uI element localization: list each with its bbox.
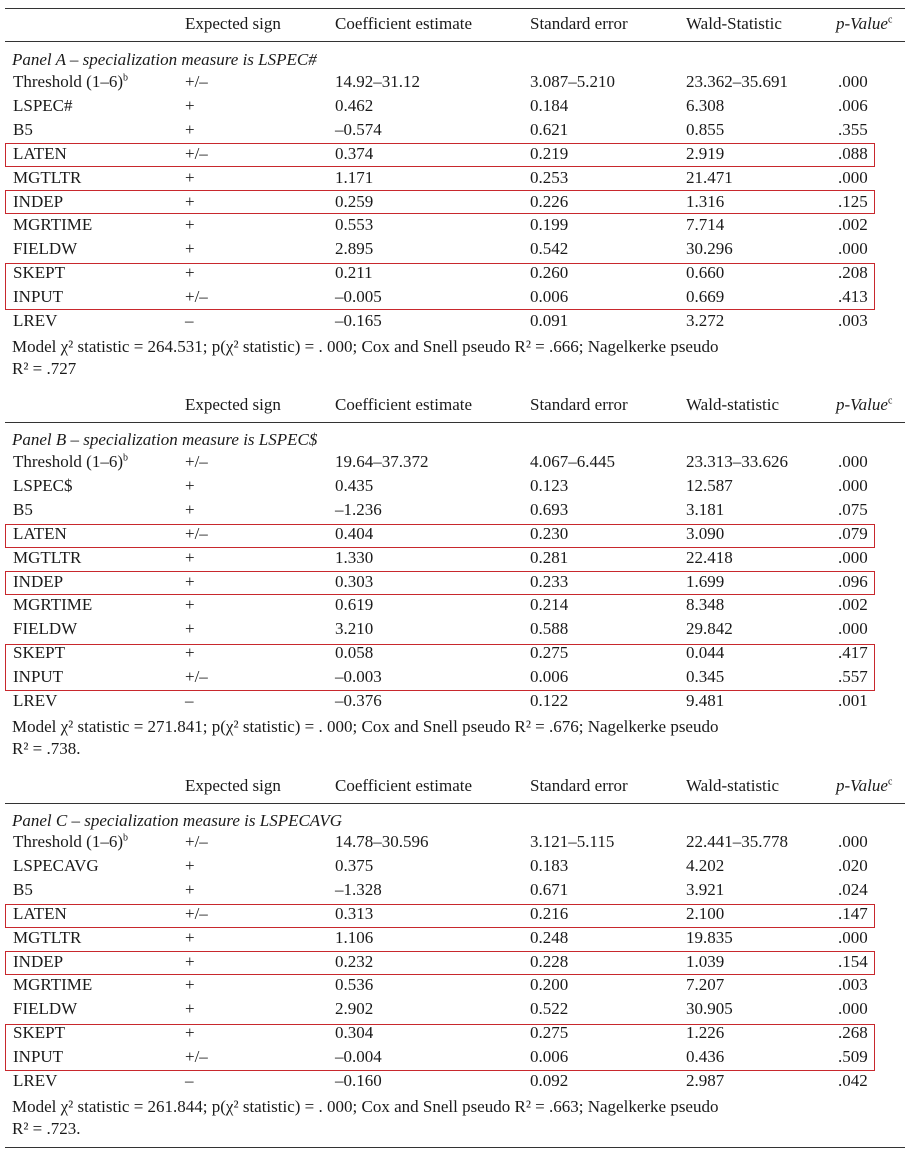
cell-wald: 23.362–35.691 [686,72,788,91]
cell-p: .125 [838,191,868,211]
cell-wald: 1.316 [686,191,725,211]
cell-wald: 22.418 [686,547,733,567]
cell-coef: 0.462 [335,95,374,115]
cell-se: 3.121–5.115 [530,832,615,851]
cell-p: .000 [838,547,868,567]
header-rule [5,803,905,804]
cell-se: 0.281 [530,547,569,567]
cell-sign: + [185,95,195,115]
cell-se: 0.542 [530,239,569,259]
header-wald: Wald-statistic [686,776,780,795]
cell-sign: + [185,975,195,995]
header-coefficient: Coefficient estimate [335,776,473,795]
cell-var: INPUT [13,1047,64,1067]
cell-sign: +/– [185,903,208,923]
cell-coef: 19.64–37.372 [335,452,429,471]
cell-sign: + [185,999,195,1019]
cell-var: INDEP [13,191,64,211]
cell-se: 0.230 [530,523,569,543]
cell-se: 0.183 [530,855,569,875]
table-row [0,1071,920,1095]
cell-sign: + [185,167,195,187]
cell-p: .000 [838,452,868,471]
footnote-marker: b [123,832,129,844]
cell-sign: + [185,475,195,495]
panel-b-model-stats [12,716,882,760]
cell-coef: 0.303 [335,571,374,591]
cell-sign: + [185,879,195,899]
cell-se: 0.122 [530,691,569,710]
cell-p: .000 [838,927,868,947]
header-wald: Wald-Statistic [686,14,782,33]
cell-var: Threshold $(1-6)^b$ [13,832,129,851]
cell-p: .088 [838,143,868,163]
cell-p: .024 [838,879,868,899]
cell-se: 0.199 [530,215,569,235]
cell-var: SKEPT [13,1023,65,1043]
cell-coef: 0.536 [335,975,374,995]
table-row [0,975,920,999]
cell-coef: 14.78–30.596 [335,832,429,851]
cell-se: 0.184 [530,95,569,115]
cell-wald: 0.044 [686,643,725,663]
cell-var: LSPECAVG [13,855,99,875]
cell-se: 0.260 [530,263,569,283]
cell-var: MGRTIME [13,975,93,995]
table-row [0,239,920,263]
cell-wald: 0.669 [686,287,725,307]
table-row [0,548,920,572]
cell-wald: 21.471 [686,167,733,187]
cell-wald: 23.313–33.626 [686,452,788,471]
cell-coef: –0.004 [335,1047,382,1067]
cell-sign: + [185,643,195,663]
cell-wald: 7.207 [686,975,725,995]
cell-sign: + [185,927,195,947]
cell-coef: 0.375 [335,855,374,875]
cell-var: FIELDW [13,999,78,1019]
cell-p: .096 [838,571,868,591]
cell-se: 0.588 [530,619,569,639]
header-rule [5,41,905,42]
cell-coef: 0.259 [335,191,374,211]
cell-sign: + [185,191,195,211]
table-row [0,500,920,524]
cell-se: 0.228 [530,951,569,971]
cell-p: .000 [838,619,868,639]
cell-coef: 0.313 [335,903,374,923]
cell-var: Threshold $(1-6)^b$ [13,72,129,91]
cell-wald: 3.181 [686,499,725,519]
cell-sign: + [185,595,195,615]
header-p-value: p-Value$^c$ [836,395,893,414]
highlight-box [5,904,875,928]
panel-c-title: Panel C – specialization measure is LSPECAVG [12,811,342,830]
cell-sign: +/– [185,72,208,91]
cell-p: .002 [838,215,868,235]
cell-se: 0.214 [530,595,569,615]
cell-se: 0.200 [530,975,569,995]
cell-var: SKEPT [13,263,65,283]
cell-p: .355 [838,119,868,139]
footnote-marker: b [123,452,129,464]
cell-wald: 30.296 [686,239,733,259]
cell-sign: + [185,119,195,139]
cell-wald: 30.905 [686,999,733,1019]
cell-var: B5 [13,119,33,139]
cell-p: .003 [838,311,868,330]
cell-sign: + [185,547,195,567]
header-coefficient: Coefficient estimate [335,395,473,414]
cell-var: Threshold $(1-6)^b$ [13,452,129,471]
table-row [0,928,920,952]
cell-p: .020 [838,855,868,875]
bottom-rule [5,1147,905,1148]
cell-coef: 0.304 [335,1023,374,1043]
cell-var: B5 [13,499,33,519]
cell-wald: 3.090 [686,523,725,543]
cell-wald: 0.345 [686,667,725,687]
table-row [0,880,920,904]
cell-var: LSPEC$ [13,475,73,495]
table-row [0,832,920,856]
cell-var: LREV [13,691,58,710]
cell-se: 0.275 [530,1023,569,1043]
cell-var: INDEP [13,571,64,591]
header-standard-error: Standard error [530,14,628,33]
cell-coef: 3.210 [335,619,374,639]
cell-var: INPUT [13,287,64,307]
cell-wald: 8.348 [686,595,725,615]
cell-coef: 0.619 [335,595,374,615]
cell-sign: +/– [185,667,208,687]
table-row [0,691,920,715]
table-row [0,120,920,144]
model-line: Model χ² statistic = 271.841; p(χ² statistic) = . 000; Cox and Snell pseudo R² = .676; Nagelkerke pseudo [12,717,719,736]
cell-sign: – [185,1071,194,1090]
cell-coef: 1.106 [335,927,374,947]
cell-p: .002 [838,595,868,615]
cell-var: INPUT [13,667,64,687]
cell-se: 0.006 [530,1047,569,1067]
cell-se: 0.006 [530,287,569,307]
table-row [0,595,920,619]
model-line: Model χ² statistic = 261.844; p(χ² statistic) = . 000; Cox and Snell pseudo R² = .663; Nagelkerke pseudo [12,1097,719,1116]
cell-p: .000 [838,239,868,259]
cell-sign: +/– [185,1047,208,1067]
table-row [0,96,920,120]
highlight-box [5,190,875,214]
cell-p: .042 [838,1071,868,1090]
cell-se: 0.671 [530,879,569,899]
cell-var: MGTLTR [13,927,82,947]
header-standard-error: Standard error [530,776,628,795]
cell-coef: 0.435 [335,475,374,495]
cell-coef: 0.553 [335,215,374,235]
cell-wald: 1.039 [686,951,725,971]
cell-var: SKEPT [13,643,65,663]
cell-sign: +/– [185,832,208,851]
cell-coef: –1.328 [335,879,382,899]
highlight-box [5,571,875,595]
cell-coef: –1.236 [335,499,382,519]
cell-sign: + [185,499,195,519]
header-expected-sign: Expected sign [185,776,281,795]
cell-coef: 14.92–31.12 [335,72,420,91]
highlight-box [5,951,875,975]
cell-wald: 2.987 [686,1071,725,1090]
header-wald: Wald-statistic [686,395,780,414]
cell-se: 0.253 [530,167,569,187]
top-rule [5,8,905,9]
cell-p: .003 [838,975,868,995]
cell-p: .001 [838,691,868,710]
cell-wald: 2.919 [686,143,725,163]
cell-se: 0.006 [530,667,569,687]
table-row [0,311,920,335]
model-line: R² = .723. [12,1119,81,1138]
table-row [0,856,920,880]
cell-sign: +/– [185,523,208,543]
header-p-value: p-Value$^c$ [836,776,893,795]
cell-p: .147 [838,903,868,923]
cell-p: .006 [838,95,868,115]
highlight-box [5,524,875,548]
cell-se: 0.233 [530,571,569,591]
cell-wald: 4.202 [686,855,725,875]
table-row [0,452,920,476]
cell-var: LREV [13,1071,58,1090]
cell-se: 4.067–6.445 [530,452,615,471]
cell-coef: 0.404 [335,523,374,543]
cell-sign: + [185,951,195,971]
table-row [0,168,920,192]
cell-wald: 1.226 [686,1023,725,1043]
cell-se: 0.248 [530,927,569,947]
cell-var: MGRTIME [13,215,93,235]
header-p-value: p-Value$^c$ [836,14,893,33]
cell-var: LATEN [13,903,67,923]
cell-sign: +/– [185,452,208,471]
cell-coef: –0.376 [335,691,382,710]
cell-coef: –0.005 [335,287,382,307]
cell-se: 0.123 [530,475,569,495]
panel-a-model-stats [12,336,882,380]
cell-p: .000 [838,832,868,851]
panel-b-title: Panel B – specialization measure is LSPEC$ [12,430,318,449]
header-rule [5,422,905,423]
cell-wald: 22.441–35.778 [686,832,788,851]
header-coefficient: Coefficient estimate [335,14,473,33]
cell-p: .154 [838,951,868,971]
cell-sign: + [185,571,195,591]
cell-coef: 0.058 [335,643,374,663]
cell-var: FIELDW [13,239,78,259]
cell-se: 0.226 [530,191,569,211]
cell-sign: +/– [185,143,208,163]
highlight-box [5,1024,875,1071]
cell-wald: 3.272 [686,311,725,330]
cell-sign: + [185,215,195,235]
cell-se: 3.087–5.210 [530,72,615,91]
cell-coef: 0.232 [335,951,374,971]
cell-p: .000 [838,999,868,1019]
cell-coef: 0.211 [335,263,373,283]
cell-p: .079 [838,523,868,543]
cell-sign: – [185,691,194,710]
cell-coef: –0.165 [335,311,382,330]
cell-sign: + [185,619,195,639]
cell-var: FIELDW [13,619,78,639]
model-line: Model χ² statistic = 264.531; p(χ² statistic) = . 000; Cox and Snell pseudo R² = .666; Nagelkerke pseudo [12,337,719,356]
cell-p: .000 [838,475,868,495]
cell-se: 0.092 [530,1071,569,1090]
cell-p: .000 [838,167,868,187]
cell-sign: – [185,311,194,330]
cell-se: 0.522 [530,999,569,1019]
cell-se: 0.693 [530,499,569,519]
cell-var: MGTLTR [13,547,82,567]
cell-p: .557 [838,667,868,687]
cell-sign: + [185,263,195,283]
cell-se: 0.275 [530,643,569,663]
cell-p: .208 [838,263,868,283]
cell-sign: + [185,855,195,875]
model-line: R² = .727 [12,359,77,378]
cell-sign: + [185,239,195,259]
cell-wald: 6.308 [686,95,725,115]
cell-p: .268 [838,1023,868,1043]
model-line: R² = .738. [12,739,81,758]
panel-a-title: Panel A – specialization measure is LSPEC# [12,50,317,69]
cell-wald: 29.842 [686,619,733,639]
cell-coef: –0.160 [335,1071,382,1090]
footnote-marker: b [123,72,129,84]
cell-var: LATEN [13,523,67,543]
cell-var: MGTLTR [13,167,82,187]
cell-wald: 0.436 [686,1047,725,1067]
cell-wald: 2.100 [686,903,725,923]
highlight-box [5,143,875,167]
cell-coef: 2.902 [335,999,374,1019]
cell-se: 0.219 [530,143,569,163]
header-expected-sign: Expected sign [185,395,281,414]
cell-coef: –0.574 [335,119,382,139]
cell-var: LATEN [13,143,67,163]
cell-wald: 7.714 [686,215,725,235]
cell-p: .075 [838,499,868,519]
cell-p: .417 [838,643,868,663]
cell-p: .000 [838,72,868,91]
cell-wald: 0.660 [686,263,725,283]
table-row [0,619,920,643]
cell-coef: 2.895 [335,239,374,259]
cell-se: 0.091 [530,311,569,330]
cell-coef: 1.171 [335,167,374,187]
table-row [0,72,920,96]
cell-se: 0.216 [530,903,569,923]
cell-se: 0.621 [530,119,569,139]
cell-var: MGRTIME [13,595,93,615]
cell-wald: 9.481 [686,691,725,710]
cell-coef: 0.374 [335,143,374,163]
cell-coef: 1.330 [335,547,374,567]
cell-var: INDEP [13,951,64,971]
panel-c-model-stats [12,1096,882,1140]
table-row [0,999,920,1023]
cell-wald: 19.835 [686,927,733,947]
cell-p: .413 [838,287,868,307]
table-row [0,476,920,500]
cell-wald: 0.855 [686,119,725,139]
cell-var: LREV [13,311,58,330]
cell-wald: 3.921 [686,879,725,899]
cell-sign: + [185,1023,195,1043]
cell-coef: –0.003 [335,667,382,687]
cell-sign: +/– [185,287,208,307]
highlight-box [5,263,875,310]
cell-wald: 12.587 [686,475,733,495]
table-row [0,215,920,239]
highlight-box [5,644,875,691]
header-standard-error: Standard error [530,395,628,414]
cell-p: .509 [838,1047,868,1067]
cell-var: LSPEC# [13,95,73,115]
header-expected-sign: Expected sign [185,14,281,33]
cell-var: B5 [13,879,33,899]
cell-wald: 1.699 [686,571,725,591]
